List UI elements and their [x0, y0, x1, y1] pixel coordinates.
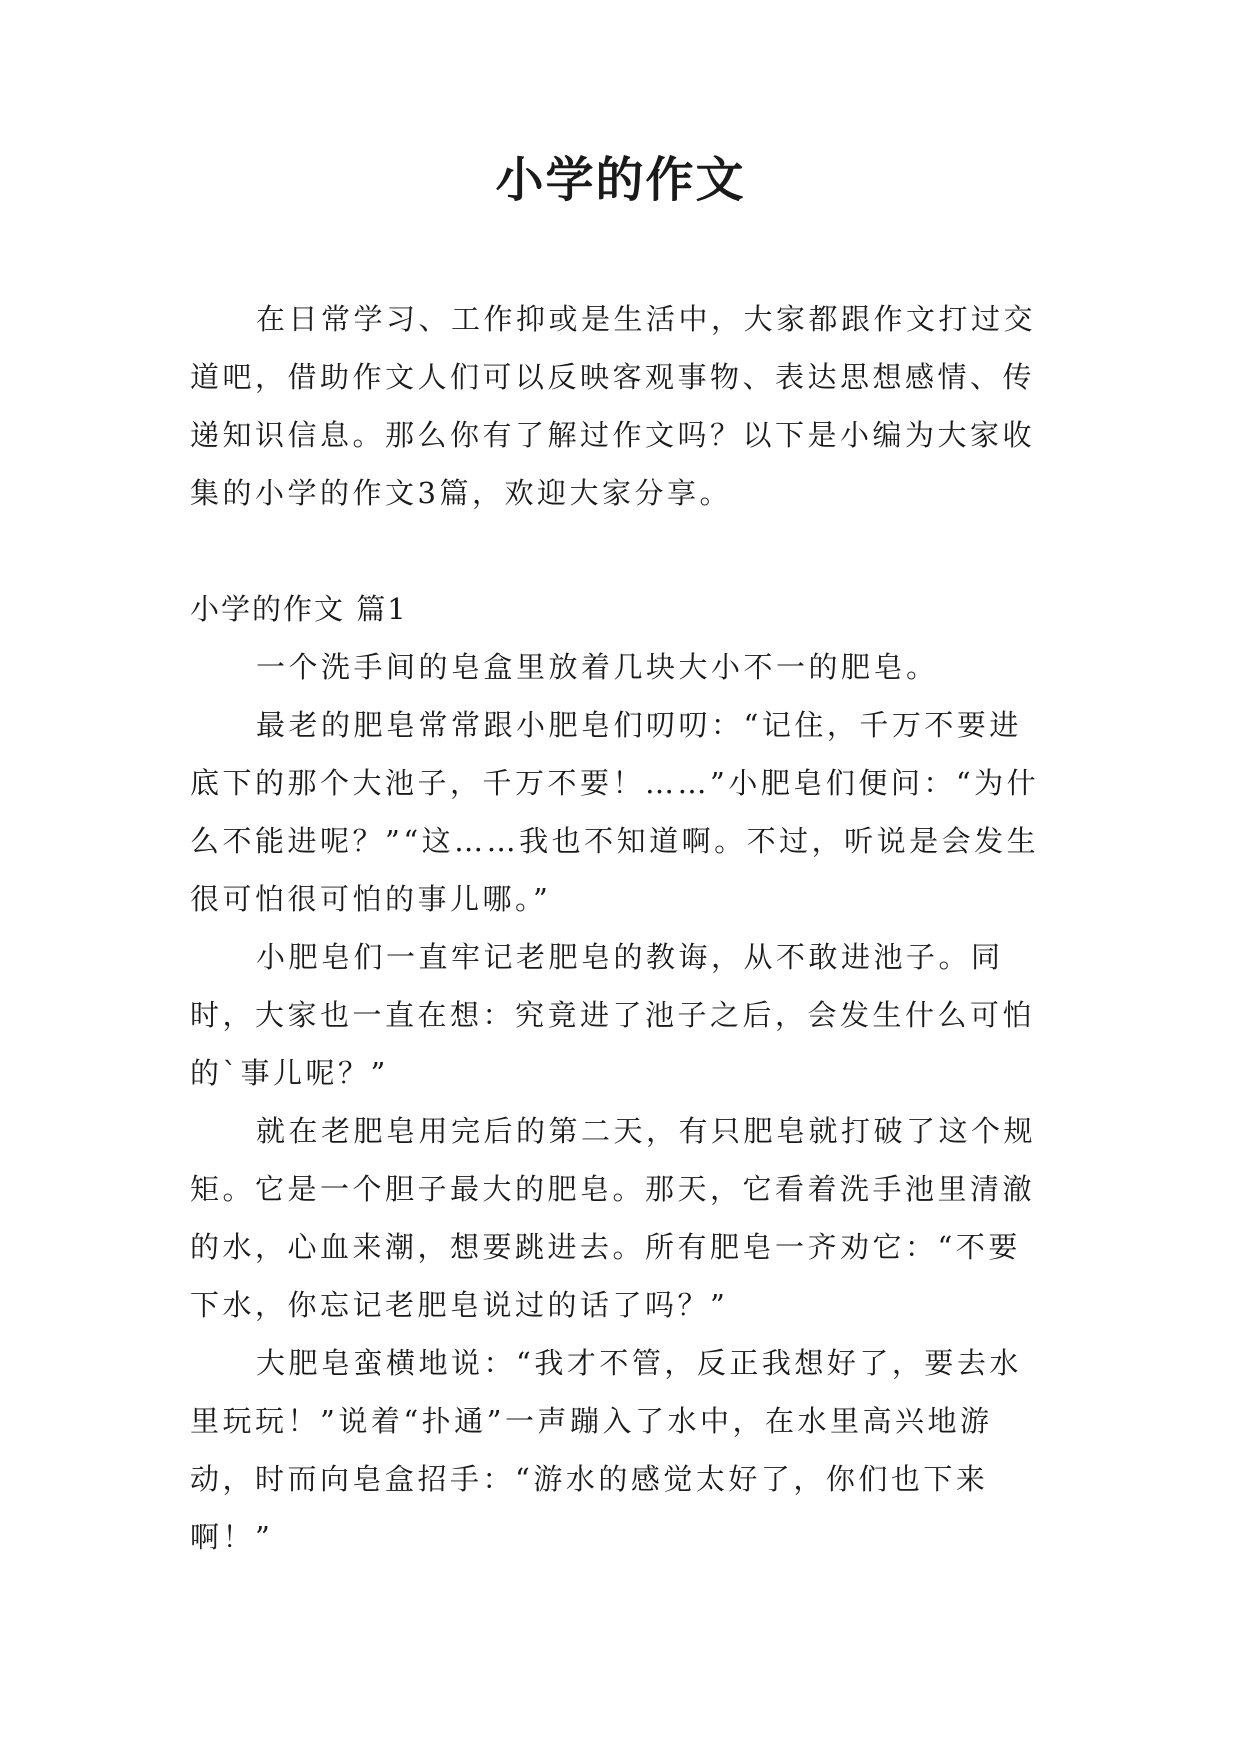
- intro-paragraph: 在日常学习、工作抑或是生活中，大家都跟作文打过交道吧，借助作文人们可以反映客观事物、表达思想感情、传递知识信息。那么你有了解过作文吗？以下是小编为大家收集的小学的作文3篇，欢迎大家分享。: [190, 302, 1037, 510]
- article-paragraph-2: 最老的肥皂常常跟小肥皂们叨叨：“记住，千万不要进底下的那个大池子，千万不要！……”小肥皂们便问：“为什么不能进呢？”“这……我也不知道啊。不过，听说是会发生很可怕很可怕的事儿哪。”: [190, 708, 1040, 916]
- article-paragraph-5: 大肥皂蛮横地说：“我才不管，反正我想好了，要去水里玩玩！”说着“扑通”一声蹦入了水中，在水里高兴地游动，时而向皂盒招手：“游水的感觉太好了，你们也下来啊！”: [190, 1346, 1022, 1554]
- section-heading: 小学的作文 篇1: [190, 592, 408, 626]
- article-paragraph-3: 小肥皂们一直牢记老肥皂的教诲，从不敢进池子。同时，大家也一直在想：究竟进了池子之后，会发生什么可怕的`事儿呢？”: [190, 940, 1036, 1090]
- intro-section: [190, 290, 1050, 522]
- document-title: 小学的作文: [495, 152, 746, 208]
- article-paragraph-4: 就在老肥皂用完后的第二天，有只肥皂就打破了这个规矩。它是一个胆子最大的肥皂。那天，它看着洗手池里清澈的水，心血来潮，想要跳进去。所有肥皂一齐劝它：“不要下水，你忘记老肥皂说过的话了吗？”: [190, 1114, 1037, 1322]
- article-body: [190, 638, 1050, 1566]
- article-paragraph-1: 一个洗手间的皂盒里放着几块大小不一的肥皂。: [256, 650, 939, 684]
